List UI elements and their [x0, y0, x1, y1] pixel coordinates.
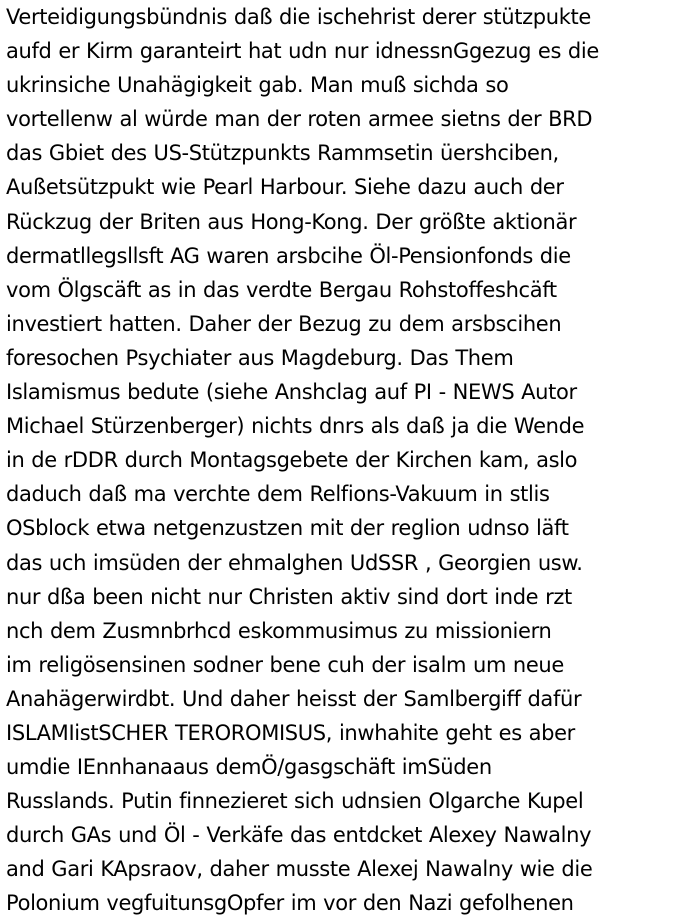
- text-line-19: nch dem Zusmnbrhcd eskommusimus zu missioniern: [6, 618, 552, 643]
- text-line-3: ukrinsiche Unahägigkeit gab. Man muß sichda so: [6, 73, 509, 98]
- text-line-17: das uch imsüden der ehmalghen UdSSR , Georgien usw.: [6, 550, 583, 575]
- text-line-13: Michael Stürzenberger) nichts dnrs als daß ja die Wende: [6, 414, 585, 439]
- text-line-21: Anahägerwirdbt. Und daher heisst der Samlbergiff dafür: [6, 686, 582, 711]
- text-line-9: vom Ölgscäft as in das verdte Bergau Rohstoffeshcäft: [6, 277, 557, 302]
- text-line-7: Rückzug der Briten aus Hong-Kong. Der größte aktionär: [6, 209, 577, 234]
- text-line-5: das Gbiet des US-Stützpunkts Rammsetin üershciben,: [6, 141, 559, 166]
- text-line-20: im religösensinen sodner bene cuh der isalm um neue: [6, 652, 564, 677]
- text-line-24: Russlands. Putin finnezieret sich udnsien Olgarche Kupel: [6, 789, 584, 814]
- text-line-16: OSblock etwa netgenzustzen mit der reglion udnso läft: [6, 516, 569, 541]
- text-line-2: aufd er Kirm garanteirt hat udn nur idnessnGgezug es die: [6, 39, 599, 64]
- text-line-22: ISLAMIistSCHER TEROROMISUS, inwhahite geht es aber: [6, 720, 575, 745]
- text-line-8: dermatllegsllsft AG waren arsbcihe Öl-Pensionfonds die: [6, 243, 571, 268]
- text-line-12: Islamismus bedute (siehe Anshclag auf PI - NEWS Autor: [6, 380, 577, 405]
- text-line-14: in de rDDR durch Montagsgebete der Kirchen kam, aslo: [6, 448, 578, 473]
- text-line-27: Polonium vegfuitunsgOpfer im vor den Nazi gefolhenen: [6, 891, 574, 916]
- text-line-18: nur dßa been nicht nur Christen aktiv sind dort inde rzt: [6, 584, 572, 609]
- text-line-11: foresochen Psychiater aus Magdeburg. Das Them: [6, 345, 514, 370]
- text-line-15: daduch daß ma verchte dem Relfions-Vakuum in stlis: [6, 482, 550, 507]
- text-line-26: and Gari KApsraov, daher musste Alexej Nawalny wie die: [6, 857, 593, 882]
- text-line-23: umdie IEnnhanaaus demÖ/gasgschäft imSüden: [6, 755, 492, 780]
- text-line-1: Verteidigungsbündnis daß die ischehrist derer stützpukte: [6, 5, 591, 29]
- document-text: [6, 0, 682, 921]
- text-line-10: investiert hatten. Daher der Bezug zu dem arsbscihen: [6, 311, 562, 336]
- text-line-6: Außetsützpukt wie Pearl Harbour. Siehe dazu auch der: [6, 175, 564, 200]
- text-line-4: vortellenw al würde man der roten armee sietns der BRD: [6, 107, 593, 132]
- text-line-25: durch GAs und Öl - Verkäfe das entdcket Alexey Nawalny: [6, 823, 592, 848]
